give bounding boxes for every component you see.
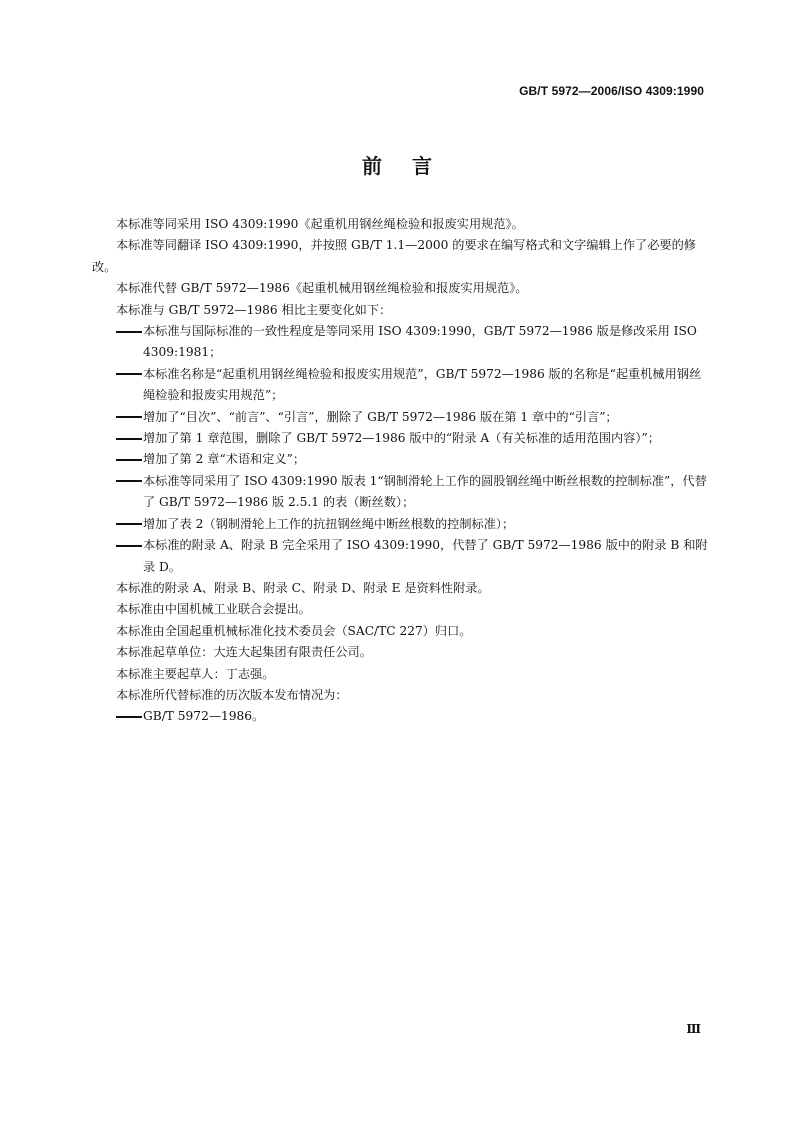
change-text: 增加了表 2（钢制滑轮上工作的抗扭钢丝绳中断丝根数的控制标准）； bbox=[143, 516, 515, 531]
change-text: 本标准的附录 A、附录 B 完全采用了 ISO 4309:1990，代替了 GB/T 5972—1986 版中的附录 B 和附录 D。 bbox=[143, 538, 708, 574]
page-number: Ⅲ bbox=[686, 1022, 701, 1036]
dash-mark bbox=[116, 716, 142, 718]
change-text: 本标准名称是“起重机用钢丝绳检验和报废实用规范”，GB/T 5972—1986 版的名称是“起重机械用钢丝绳检验和报废实用规范”； bbox=[143, 366, 702, 403]
change-list-item bbox=[92, 471, 708, 514]
foreword-paragraph: 本标准的附录 A、附录 B、附录 C、附录 D、附录 E 是资料性附录。 bbox=[116, 580, 490, 595]
foreword-paragraph: 本标准代替 GB/T 5972—1986《起重机械用钢丝绳检验和报废实用规范》。 bbox=[116, 281, 528, 296]
dash-mark bbox=[116, 331, 142, 333]
dash-mark bbox=[116, 438, 142, 440]
history-list-item bbox=[92, 706, 708, 727]
foreword-paragraph: 本标准等同翻译 ISO 4309:1990，并按照 GB/T 1.1—2000 的要求在编写格式和文字编辑上作了必要的修改。 bbox=[92, 238, 696, 274]
dash-mark bbox=[116, 480, 142, 482]
change-text: 本标准与国际标准的一致性程度是等同采用 ISO 4309:1990，GB/T 5972—1986 版是修改采用 ISO 4309:1981； bbox=[143, 324, 697, 360]
page-title: 前言 bbox=[362, 154, 462, 178]
change-list-item bbox=[92, 449, 708, 470]
foreword-body bbox=[92, 214, 708, 728]
change-text: 本标准等同采用了 ISO 4309:1990 版表 1“钢制滑轮上工作的圆股钢丝绳中断丝根数的控制标准”，代替了 GB/T 5972—1986 版 2.5.1 的表（断丝数）； bbox=[143, 473, 707, 510]
change-text: 增加了第 2 章“术语和定义”； bbox=[143, 452, 306, 467]
dash-mark bbox=[116, 459, 142, 461]
change-list-item bbox=[92, 428, 708, 449]
change-list-item bbox=[92, 407, 708, 428]
foreword-paragraph: 本标准主要起草人：丁志强。 bbox=[116, 666, 275, 681]
foreword-paragraph: 本标准由全国起重机械标准化技术委员会（SAC/TC 227）归口。 bbox=[116, 623, 472, 638]
dash-mark bbox=[116, 416, 142, 418]
change-text: 增加了“目次”、“前言”、“引言”，删除了 GB/T 5972—1986 版在第 1 章中的“引言”； bbox=[143, 409, 618, 424]
page-header-standard-code: GB/T 5972—2006/ISO 4309:1990 bbox=[519, 84, 704, 98]
dash-mark bbox=[116, 523, 142, 525]
change-text: 增加了第 1 章范围，删除了 GB/T 5972—1986 版中的“附录 A（有关标准的适用范围内容）”； bbox=[143, 431, 660, 446]
history-text: GB/T 5972—1986。 bbox=[143, 709, 265, 724]
change-list-item bbox=[92, 535, 708, 578]
dash-mark bbox=[116, 373, 142, 375]
foreword-paragraph: 本标准等同采用 ISO 4309:1990《起重机用钢丝绳检验和报废实用规范》。 bbox=[116, 217, 524, 231]
foreword-paragraph: 本标准与 GB/T 5972—1986 相比主要变化如下： bbox=[116, 302, 392, 317]
change-list-item bbox=[92, 321, 708, 364]
foreword-paragraph: 本标准由中国机械工业联合会提出。 bbox=[116, 602, 311, 617]
dash-mark bbox=[116, 545, 142, 547]
foreword-paragraph: 本标准所代替标准的历次版本发布情况为： bbox=[116, 687, 348, 702]
change-list-item bbox=[92, 364, 708, 407]
change-list-item bbox=[92, 514, 708, 535]
foreword-paragraph: 本标准起草单位：大连大起集团有限责任公司。 bbox=[116, 645, 372, 660]
